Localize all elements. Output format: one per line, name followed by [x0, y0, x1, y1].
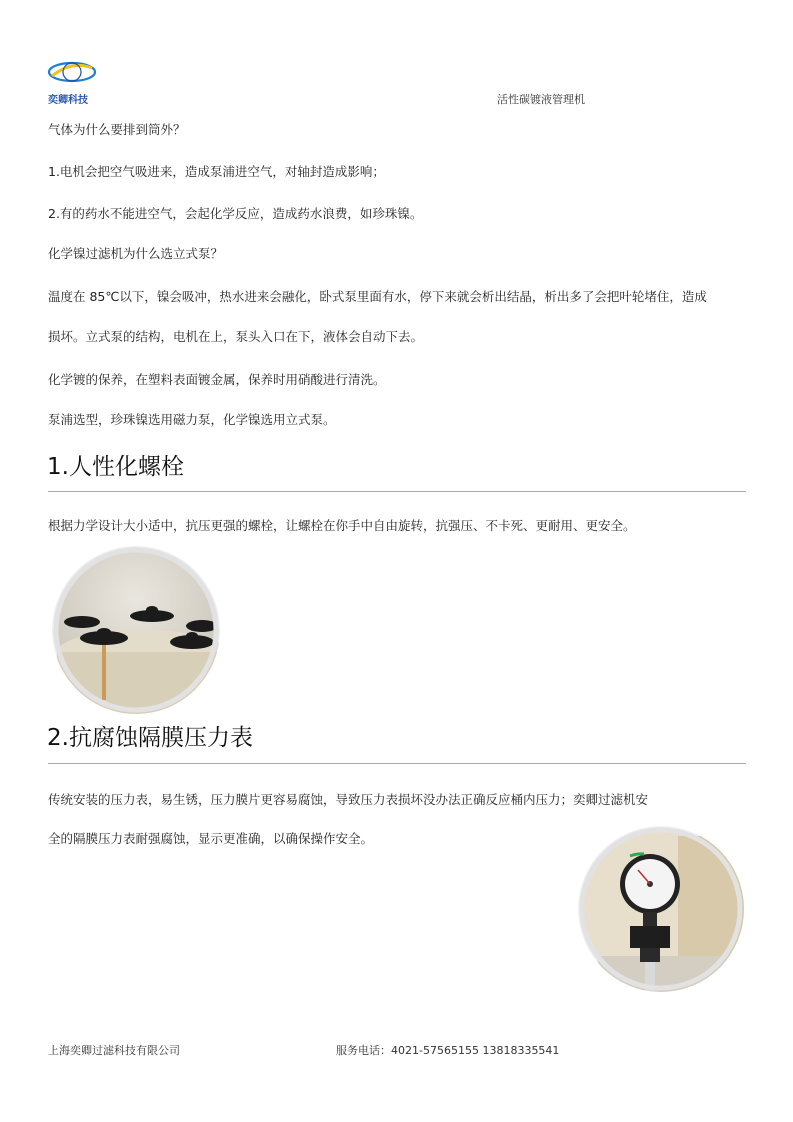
paragraph-1: 气体为什么要排到筒外？	[48, 122, 186, 137]
footer-phone: 服务电话：4021-57565155 13818335541	[336, 1044, 560, 1057]
paragraph-5-line-2: 损坏。立式泵的结构，电机在上，泵头入口在下，液体会自动下去。	[48, 329, 424, 344]
paragraph-6: 化学镀的保养，在塑料表面镀金属，保养时用硝酸进行清洗。	[48, 372, 386, 387]
paragraph-4: 化学镍过滤机为什么选立式泵？	[48, 246, 224, 261]
footer-company: 上海奕卿过滤科技有限公司	[48, 1044, 180, 1057]
logo-text: 奕卿科技	[48, 95, 88, 106]
paragraph-2: 1.电机会把空气吸进来，造成泵浦进空气，对轴封造成影响；	[48, 164, 385, 179]
section-2-text-line-2: 全的隔膜压力表耐强腐蚀，显示更准确，以确保操作安全。	[48, 831, 374, 846]
paragraph-5-line-1: 温度在 85℃以下，镍会吸冲，热水进来会融化，卧式泵里面有水，停下来就会析出结晶，析出多了会把叶轮堵住，造成	[48, 289, 707, 304]
section-1-divider	[48, 491, 746, 492]
paragraph-7: 泵浦选型，珍珠镍选用磁力泵，化学镍选用立式泵。	[48, 412, 336, 427]
paragraph-3: 2.有的药水不能进空气，会起化学反应，造成药水浪费，如珍珠镍。	[48, 206, 423, 221]
section-2-divider	[48, 763, 746, 764]
bolt-knobs-photo	[52, 546, 220, 714]
section-2-heading: 2.抗腐蚀隔膜压力表	[47, 725, 253, 751]
document-title: 活性碳镀液管理机	[497, 93, 585, 106]
section-2-text-line-1: 传统安装的压力表，易生锈，压力膜片更容易腐蚀，导致压力表损坏没办法正确反应桶内压力；奕卿过滤机安	[48, 792, 649, 807]
pressure-gauge-image	[578, 826, 744, 992]
section-1-heading: 1.人性化螺栓	[47, 454, 184, 480]
section-1-text: 根据力学设计大小适中，抗压更强的螺栓，让螺栓在你手中自由旋转，抗强压、不卡死、更耐用、更安全。	[48, 518, 636, 533]
pressure-gauge-photo	[578, 826, 744, 992]
bolt-knobs-image	[52, 546, 220, 714]
